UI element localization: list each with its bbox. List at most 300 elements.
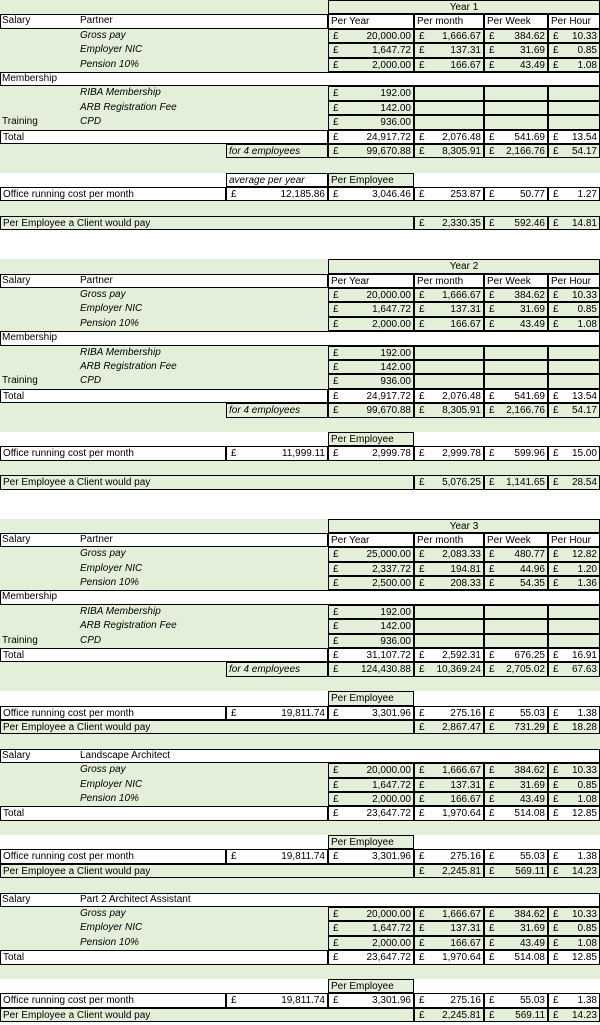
total-value[interactable] [328, 389, 414, 403]
value-cell[interactable] [414, 763, 484, 777]
value-cell[interactable] [484, 849, 548, 863]
value-cell[interactable] [548, 706, 600, 720]
client-row [0, 1008, 600, 1022]
value-cell[interactable] [548, 619, 600, 633]
client-pays-label: Per Employee a Client would pay [0, 864, 414, 878]
line-item-label: ARB Registration Fee [80, 620, 177, 632]
currency-symbol: £ [553, 390, 559, 402]
client-pays-value[interactable] [414, 1008, 484, 1022]
peremp-row [0, 835, 600, 849]
value-cell[interactable] [484, 778, 548, 792]
column-header: Per Week [484, 274, 548, 288]
amount: 3,046.46 [372, 189, 411, 201]
client-pays-value[interactable] [548, 475, 600, 489]
currency-symbol: £ [489, 304, 495, 316]
total-value[interactable] [414, 950, 484, 964]
value-cell[interactable] [484, 187, 548, 201]
currency-symbol: £ [553, 59, 559, 71]
value-cell[interactable] [484, 288, 548, 302]
data-row [0, 288, 600, 302]
employees-value[interactable] [414, 144, 484, 158]
total-value[interactable] [484, 389, 548, 403]
value-cell[interactable] [484, 317, 548, 331]
value-cell[interactable] [414, 993, 484, 1007]
value-cell[interactable] [484, 360, 548, 374]
amount: 731.29 [514, 721, 545, 733]
value-cell[interactable] [548, 634, 600, 648]
value-cell[interactable] [414, 43, 484, 57]
value-cell[interactable] [548, 576, 600, 590]
header-row [0, 259, 600, 273]
value-cell[interactable] [328, 317, 414, 331]
value-cell[interactable] [328, 921, 414, 935]
value-cell[interactable] [484, 562, 548, 576]
value-cell[interactable] [328, 562, 414, 576]
amount: 1.38 [577, 995, 597, 1007]
office-cost-amount[interactable] [226, 446, 328, 460]
line-item-label: Pension 10% [80, 577, 139, 589]
value-cell[interactable] [484, 907, 548, 921]
amount: 1,970.64 [442, 952, 481, 964]
value-cell[interactable] [414, 302, 484, 316]
line-item-label: Employer NIC [80, 303, 143, 315]
emp-row [0, 144, 600, 158]
employees-value[interactable] [414, 662, 484, 676]
column-header: Per Hour [548, 14, 600, 28]
column-header: Per Week [484, 533, 548, 547]
value-cell[interactable] [548, 547, 600, 561]
label-row-cell [0, 331, 600, 345]
value-cell[interactable] [328, 706, 414, 720]
amount: 1.36 [577, 578, 597, 590]
value-cell[interactable] [484, 29, 548, 43]
amount: 1.08 [577, 318, 597, 330]
client-pays-value[interactable] [414, 216, 484, 230]
value-cell[interactable] [414, 29, 484, 43]
client-pays-value[interactable] [414, 475, 484, 489]
currency-symbol: £ [553, 995, 559, 1007]
value-cell[interactable] [328, 993, 414, 1007]
value-cell[interactable] [328, 58, 414, 72]
value-cell[interactable] [484, 446, 548, 460]
value-cell[interactable] [548, 907, 600, 921]
total-value[interactable] [328, 950, 414, 964]
total-value[interactable] [484, 806, 548, 820]
amount: 13.54 [571, 390, 597, 402]
value-cell[interactable] [414, 346, 484, 360]
value-cell[interactable] [328, 374, 414, 388]
client-pays-value[interactable] [548, 720, 600, 734]
amount: 137.31 [450, 779, 481, 791]
currency-symbol: £ [333, 650, 339, 662]
currency-symbol: £ [333, 189, 339, 201]
value-cell[interactable] [484, 921, 548, 935]
value-cell[interactable] [414, 576, 484, 590]
currency-symbol: £ [553, 549, 559, 561]
value-cell[interactable] [328, 29, 414, 43]
total-value[interactable] [328, 806, 414, 820]
employees-value[interactable] [548, 403, 600, 417]
value-cell[interactable] [548, 374, 600, 388]
value-cell[interactable] [328, 547, 414, 561]
amount: 2,592.31 [442, 650, 481, 662]
currency-symbol: £ [333, 549, 339, 561]
currency-symbol: £ [553, 477, 559, 489]
value-cell[interactable] [414, 187, 484, 201]
value-cell[interactable] [414, 907, 484, 921]
currency-symbol: £ [553, 765, 559, 777]
employees-value[interactable] [328, 144, 414, 158]
client-pays-value[interactable] [548, 1008, 600, 1022]
currency-symbol: £ [489, 390, 495, 402]
amount: 275.16 [450, 995, 481, 1007]
value-cell[interactable] [414, 101, 484, 115]
value-cell[interactable] [484, 58, 548, 72]
currency-symbol: £ [419, 923, 425, 935]
year-header: Year 1 [328, 0, 600, 14]
value-cell[interactable] [548, 29, 600, 43]
amount: 2,999.78 [442, 448, 481, 460]
client-pays-value[interactable] [484, 720, 548, 734]
value-cell[interactable] [414, 605, 484, 619]
value-cell[interactable] [548, 562, 600, 576]
value-cell[interactable] [548, 58, 600, 72]
client-pays-value[interactable] [484, 1008, 548, 1022]
currency-symbol: £ [231, 189, 237, 201]
value-cell[interactable] [548, 317, 600, 331]
amount: 208.33 [450, 578, 481, 590]
amount: 275.16 [450, 851, 481, 863]
value-cell[interactable] [328, 763, 414, 777]
value-cell[interactable] [484, 576, 548, 590]
value-cell[interactable] [548, 360, 600, 374]
amount: 67.63 [571, 664, 597, 676]
client-pays-value[interactable] [548, 864, 600, 878]
amount: 1,666.67 [442, 290, 481, 302]
value-cell[interactable] [328, 346, 414, 360]
currency-symbol: £ [419, 765, 425, 777]
amount: 1.20 [577, 563, 597, 575]
category-label: Membership [2, 332, 58, 344]
amount: 936.00 [380, 376, 411, 388]
line-item-label: CPD [80, 116, 102, 128]
category-label: Training [2, 375, 38, 387]
currency-symbol: £ [333, 606, 339, 618]
data-row [0, 302, 600, 316]
amount: 5,076.25 [442, 477, 481, 489]
currency-symbol: £ [489, 995, 495, 1007]
value-cell[interactable] [328, 936, 414, 950]
total-value[interactable] [414, 806, 484, 820]
value-cell[interactable] [414, 792, 484, 806]
value-cell[interactable] [414, 58, 484, 72]
employees-value[interactable] [414, 403, 484, 417]
currency-symbol: £ [489, 290, 495, 302]
amount: 2,000.00 [372, 793, 411, 805]
total-value[interactable] [548, 130, 600, 144]
currency-symbol: £ [231, 851, 237, 863]
value-cell[interactable] [414, 706, 484, 720]
value-cell[interactable] [414, 446, 484, 460]
role-label: Landscape Architect [80, 749, 171, 761]
line-item-label: ARB Registration Fee [80, 360, 177, 372]
amount: 15.00 [571, 448, 597, 460]
employees-value[interactable] [328, 662, 414, 676]
total-value[interactable] [414, 648, 484, 662]
spacer-row [0, 461, 600, 475]
amount: 2,076.48 [442, 390, 481, 402]
value-cell[interactable] [484, 936, 548, 950]
column-header: Per Hour [548, 533, 600, 547]
line-item-label: Pension 10% [80, 58, 139, 70]
currency-symbol: £ [333, 765, 339, 777]
amount: 142.00 [380, 621, 411, 633]
year-header: Year 3 [328, 519, 600, 533]
office-cost-amount[interactable] [226, 706, 328, 720]
value-cell[interactable] [414, 86, 484, 100]
client-row [0, 216, 600, 230]
spacer-row [0, 965, 600, 979]
amount: 541.69 [514, 131, 545, 143]
value-cell[interactable] [548, 446, 600, 460]
currency-symbol: £ [489, 707, 495, 719]
column-header: Per month [414, 274, 484, 288]
value-cell[interactable] [484, 634, 548, 648]
value-cell[interactable] [328, 288, 414, 302]
currency-symbol: £ [333, 578, 339, 590]
value-cell[interactable] [414, 634, 484, 648]
currency-symbol: £ [489, 448, 495, 460]
total-value[interactable] [328, 648, 414, 662]
employees-value[interactable] [484, 403, 548, 417]
value-cell[interactable] [328, 907, 414, 921]
value-cell[interactable] [328, 446, 414, 460]
peremp-row [0, 432, 600, 446]
total-value[interactable] [414, 130, 484, 144]
value-cell[interactable] [484, 115, 548, 129]
client-pays-value[interactable] [414, 720, 484, 734]
total-value[interactable] [548, 389, 600, 403]
total-value[interactable] [484, 950, 548, 964]
value-cell[interactable] [328, 778, 414, 792]
total-value[interactable] [548, 950, 600, 964]
value-cell[interactable] [548, 763, 600, 777]
amount: 936.00 [380, 635, 411, 647]
amount: 55.03 [519, 995, 545, 1007]
amount: 194.81 [450, 563, 481, 575]
data-row [0, 605, 600, 619]
currency-symbol: £ [553, 30, 559, 42]
office-cost-label: Office running cost per month [0, 446, 226, 460]
client-pays-value[interactable] [484, 864, 548, 878]
amount: 569.11 [515, 865, 545, 877]
amount: 192.00 [380, 347, 411, 359]
amount: 275.16 [450, 707, 481, 719]
data-row [0, 317, 600, 331]
value-cell[interactable] [328, 849, 414, 863]
value-cell[interactable] [484, 101, 548, 115]
office-cost-label: Office running cost per month [0, 993, 226, 1007]
employees-value[interactable] [548, 662, 600, 676]
amount: 2,705.02 [506, 664, 545, 676]
value-cell[interactable] [484, 547, 548, 561]
client-row [0, 864, 600, 878]
currency-symbol: £ [333, 995, 339, 1007]
value-cell[interactable] [484, 302, 548, 316]
value-cell[interactable] [484, 619, 548, 633]
spacer-row [0, 878, 600, 892]
employees-value[interactable] [548, 144, 600, 158]
value-cell[interactable] [328, 187, 414, 201]
currency-symbol: £ [553, 217, 559, 229]
spacer-row [0, 201, 600, 215]
total-label: Total [0, 130, 328, 144]
column-header: Per Year [328, 533, 414, 547]
value-cell[interactable] [328, 360, 414, 374]
currency-symbol: £ [419, 865, 425, 877]
total-value[interactable] [414, 389, 484, 403]
value-cell[interactable] [414, 317, 484, 331]
value-cell[interactable] [328, 101, 414, 115]
value-cell[interactable] [414, 849, 484, 863]
value-cell[interactable] [484, 346, 548, 360]
amount: 20,000.00 [366, 909, 411, 921]
currency-symbol: £ [333, 290, 339, 302]
value-cell[interactable] [484, 43, 548, 57]
value-cell[interactable] [328, 43, 414, 57]
header-row [0, 519, 600, 533]
employees-value[interactable] [484, 144, 548, 158]
value-cell[interactable] [548, 778, 600, 792]
value-cell[interactable] [414, 374, 484, 388]
currency-symbol: £ [333, 664, 339, 676]
client-pays-value[interactable] [548, 216, 600, 230]
office-cost-amount[interactable] [226, 993, 328, 1007]
value-cell[interactable] [484, 374, 548, 388]
value-cell[interactable] [548, 302, 600, 316]
currency-symbol: £ [231, 995, 237, 1007]
line-item-label: ARB Registration Fee [80, 101, 177, 113]
value-cell[interactable] [484, 86, 548, 100]
currency-symbol: £ [553, 563, 559, 575]
employees-note: for 4 employees [226, 662, 328, 676]
currency-symbol: £ [489, 808, 495, 820]
value-cell[interactable] [328, 634, 414, 648]
value-cell[interactable] [328, 302, 414, 316]
category-label: Salary [2, 533, 31, 545]
employees-value[interactable] [328, 403, 414, 417]
value-cell[interactable] [548, 993, 600, 1007]
value-cell[interactable] [548, 288, 600, 302]
column-header: Per Year [328, 14, 414, 28]
amount: 2,083.33 [442, 549, 481, 561]
value-cell[interactable] [484, 706, 548, 720]
amount: 541.69 [514, 390, 545, 402]
value-cell[interactable] [548, 115, 600, 129]
client-pays-value[interactable] [484, 216, 548, 230]
value-cell[interactable] [548, 849, 600, 863]
currency-symbol: £ [419, 549, 425, 561]
amount: 10.33 [571, 290, 597, 302]
category-label: Training [2, 634, 38, 646]
value-cell[interactable] [548, 43, 600, 57]
value-cell[interactable] [414, 288, 484, 302]
currency-symbol: £ [419, 808, 425, 820]
value-cell[interactable] [548, 605, 600, 619]
amount: 55.03 [519, 707, 545, 719]
value-cell[interactable] [484, 792, 548, 806]
data-row [0, 936, 600, 950]
client-pays-value[interactable] [484, 475, 548, 489]
amount: 1.08 [577, 937, 597, 949]
value-cell[interactable] [548, 187, 600, 201]
total-value[interactable] [484, 648, 548, 662]
total-row [0, 389, 600, 403]
value-cell[interactable] [414, 360, 484, 374]
value-cell[interactable] [414, 115, 484, 129]
amount: 23,647.72 [366, 952, 411, 964]
value-cell[interactable] [414, 547, 484, 561]
office-cost-amount[interactable] [226, 187, 328, 201]
value-cell[interactable] [548, 346, 600, 360]
total-value[interactable] [548, 648, 600, 662]
data-row [0, 115, 600, 129]
value-cell[interactable] [484, 763, 548, 777]
value-cell[interactable] [328, 619, 414, 633]
total-value[interactable] [328, 130, 414, 144]
total-value[interactable] [484, 130, 548, 144]
client-pays-label: Per Employee a Client would pay [0, 216, 414, 230]
role-label: Partner [80, 533, 113, 545]
office-cost-amount[interactable] [226, 849, 328, 863]
value-cell[interactable] [548, 86, 600, 100]
data-row [0, 921, 600, 935]
employees-value[interactable] [484, 662, 548, 676]
value-cell[interactable] [414, 562, 484, 576]
value-cell[interactable] [328, 115, 414, 129]
category-label: Training [2, 116, 38, 128]
value-cell[interactable] [328, 792, 414, 806]
data-row [0, 43, 600, 57]
value-cell[interactable] [484, 605, 548, 619]
role-label: Partner [80, 15, 113, 27]
amount: 25,000.00 [366, 549, 411, 561]
currency-symbol: £ [333, 851, 339, 863]
value-cell[interactable] [484, 993, 548, 1007]
currency-symbol: £ [419, 145, 425, 157]
value-cell[interactable] [328, 605, 414, 619]
value-cell[interactable] [548, 921, 600, 935]
value-cell[interactable] [328, 86, 414, 100]
currency-symbol: £ [489, 865, 495, 877]
value-cell[interactable] [414, 921, 484, 935]
client-pays-value[interactable] [414, 864, 484, 878]
value-cell[interactable] [548, 792, 600, 806]
amount: 14.23 [571, 1009, 597, 1021]
total-value[interactable] [548, 806, 600, 820]
amount: 2,076.48 [442, 131, 481, 143]
value-cell[interactable] [414, 619, 484, 633]
data-row [0, 86, 600, 100]
currency-symbol: £ [489, 578, 495, 590]
amount: 2,867.47 [442, 721, 481, 733]
per-employee-header: Per Employee [328, 173, 414, 187]
value-cell[interactable] [414, 936, 484, 950]
value-cell[interactable] [328, 576, 414, 590]
value-cell[interactable] [414, 778, 484, 792]
value-cell[interactable] [548, 101, 600, 115]
value-cell[interactable] [548, 936, 600, 950]
